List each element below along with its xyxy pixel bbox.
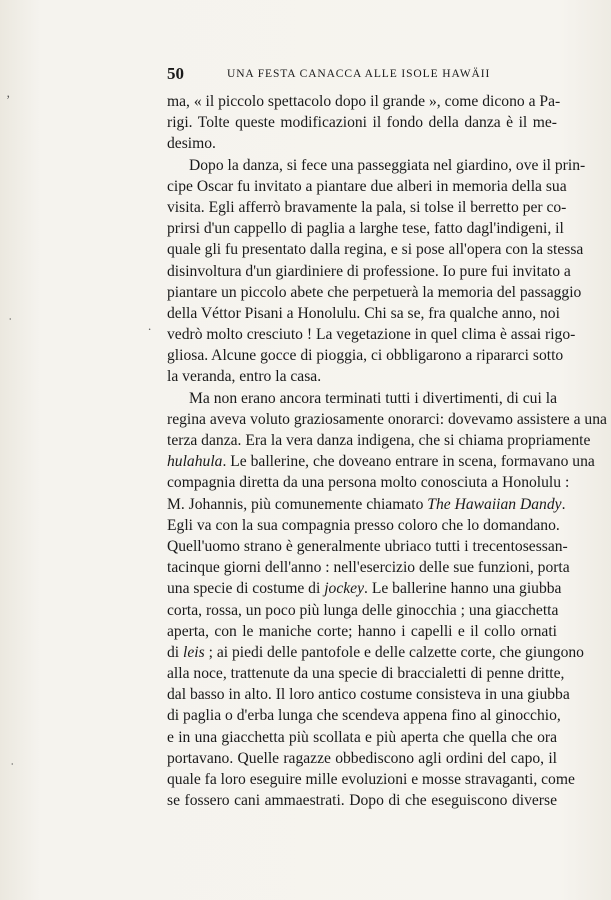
text-line: Dopo la danza, si fece una passeggiata nel giardino, ove il prin- xyxy=(189,156,586,174)
text-line: disinvoltura d'un giardiniere di professione. Io pure fui invitato a xyxy=(167,262,571,280)
text-line: quale gli fu presentato dalla regina, e si pose all'opera con la stessa xyxy=(167,241,584,259)
text-line: cipe Oscar fu invitato a piantare due alberi in memoria della sua xyxy=(167,177,567,195)
text-line: M. Johannis, più comunemente chiamato The Hawaiian Dandy. xyxy=(167,495,566,513)
text-line: dal basso in alto. Il loro antico costume consisteva in una giubba xyxy=(167,686,570,704)
text-line: prirsi d'un cappello di paglia a larghe tese, fatto dagl'indigeni, il xyxy=(167,220,564,238)
text-line: Quell'uomo strano è generalmente ubriaco tutti i trecentosessan- xyxy=(167,537,568,555)
margin-speck: ʼ xyxy=(6,92,11,107)
text-line: desimo. xyxy=(167,135,216,153)
text-line: hulahula. Le ballerine, che doveano entrare in scena, formavano una xyxy=(167,453,595,471)
text-line: alla noce, trattenute da una specie di braccialetti di penne dritte, xyxy=(167,665,565,683)
margin-speck: . xyxy=(148,318,152,333)
text-line: quale fa loro eseguire mille evoluzioni e mosse stravaganti, come xyxy=(167,771,575,788)
text-line: Ma non erano ancora terminati tutti i divertimenti, di cui la xyxy=(189,389,557,407)
text-line: aperta, con le maniche corte; hanno i capelli e il collo ornati xyxy=(167,622,557,640)
text-line: della Véttor Pisani a Honolulu. Chi sa se, fra qualche anno, noi xyxy=(167,304,560,322)
text-line: vedrò molto cresciuto ! La vegetazione in quel clima è assai rigo- xyxy=(167,326,576,344)
margin-speck: ˈ xyxy=(10,760,15,775)
text-line: terza danza. Era la vera danza indigena, che si chiama propriamente xyxy=(167,432,591,449)
text-line: corta, rossa, un poco più lunga delle ginocchia ; una giacchetta xyxy=(167,601,559,619)
text-line: ma, « il piccolo spettacolo dopo il grande », come dicono a Pa- xyxy=(167,93,561,110)
text-line: tacinque giorni dell'anno : nell'esercizio delle sue funzioni, porta xyxy=(167,559,570,577)
text-line: piantare un piccolo abete che perpetuerà la memoria del passaggio xyxy=(167,283,582,301)
running-title: UNA FESTA CANACCA ALLE ISOLE HAWÄII xyxy=(227,68,491,80)
text-line: gliosa. Alcune gocce di pioggia, ci obbligarono a ripararci sotto xyxy=(167,347,564,365)
text-line: di paglia o d'erba lunga che scendeva appena fino al ginocchio, xyxy=(167,707,561,725)
text-line: Egli va con la sua compagnia presso coloro che lo domandano. xyxy=(167,516,560,534)
page-header xyxy=(167,64,557,84)
text-line: portavano. Quelle ragazze obbediscono agli ordini del capo, il xyxy=(167,749,557,767)
text-line: la veranda, entro la casa. xyxy=(167,368,322,386)
page-number: 50 xyxy=(167,64,184,83)
text-line: e in una giacchetta più scollata e più aperta che quella che ora xyxy=(167,728,557,746)
text-line: di leis ; ai piedi delle pantofole e delle calzette corte, che giungono xyxy=(167,643,584,661)
text-line: visita. Egli afferrò bravamente la pala, si tolse il berretto per co- xyxy=(167,198,567,216)
text-line: regina aveva voluto graziosamente onorarci: dovevamo assistere a una xyxy=(167,410,607,428)
text-line: se fossero cani ammaestrati. Dopo di che eseguiscono diverse xyxy=(167,792,557,810)
margin-speck: ˌ xyxy=(8,305,13,320)
text-line: compagnia diretta da una persona molto conosciuta a Honolulu : xyxy=(167,474,570,492)
text-line: rigi. Tolte queste modificazioni il fondo della danza è il me- xyxy=(167,114,557,132)
text-line: una specie di costume di jockey. Le ballerine hanno una giubba xyxy=(167,580,562,598)
body-text xyxy=(167,91,607,811)
